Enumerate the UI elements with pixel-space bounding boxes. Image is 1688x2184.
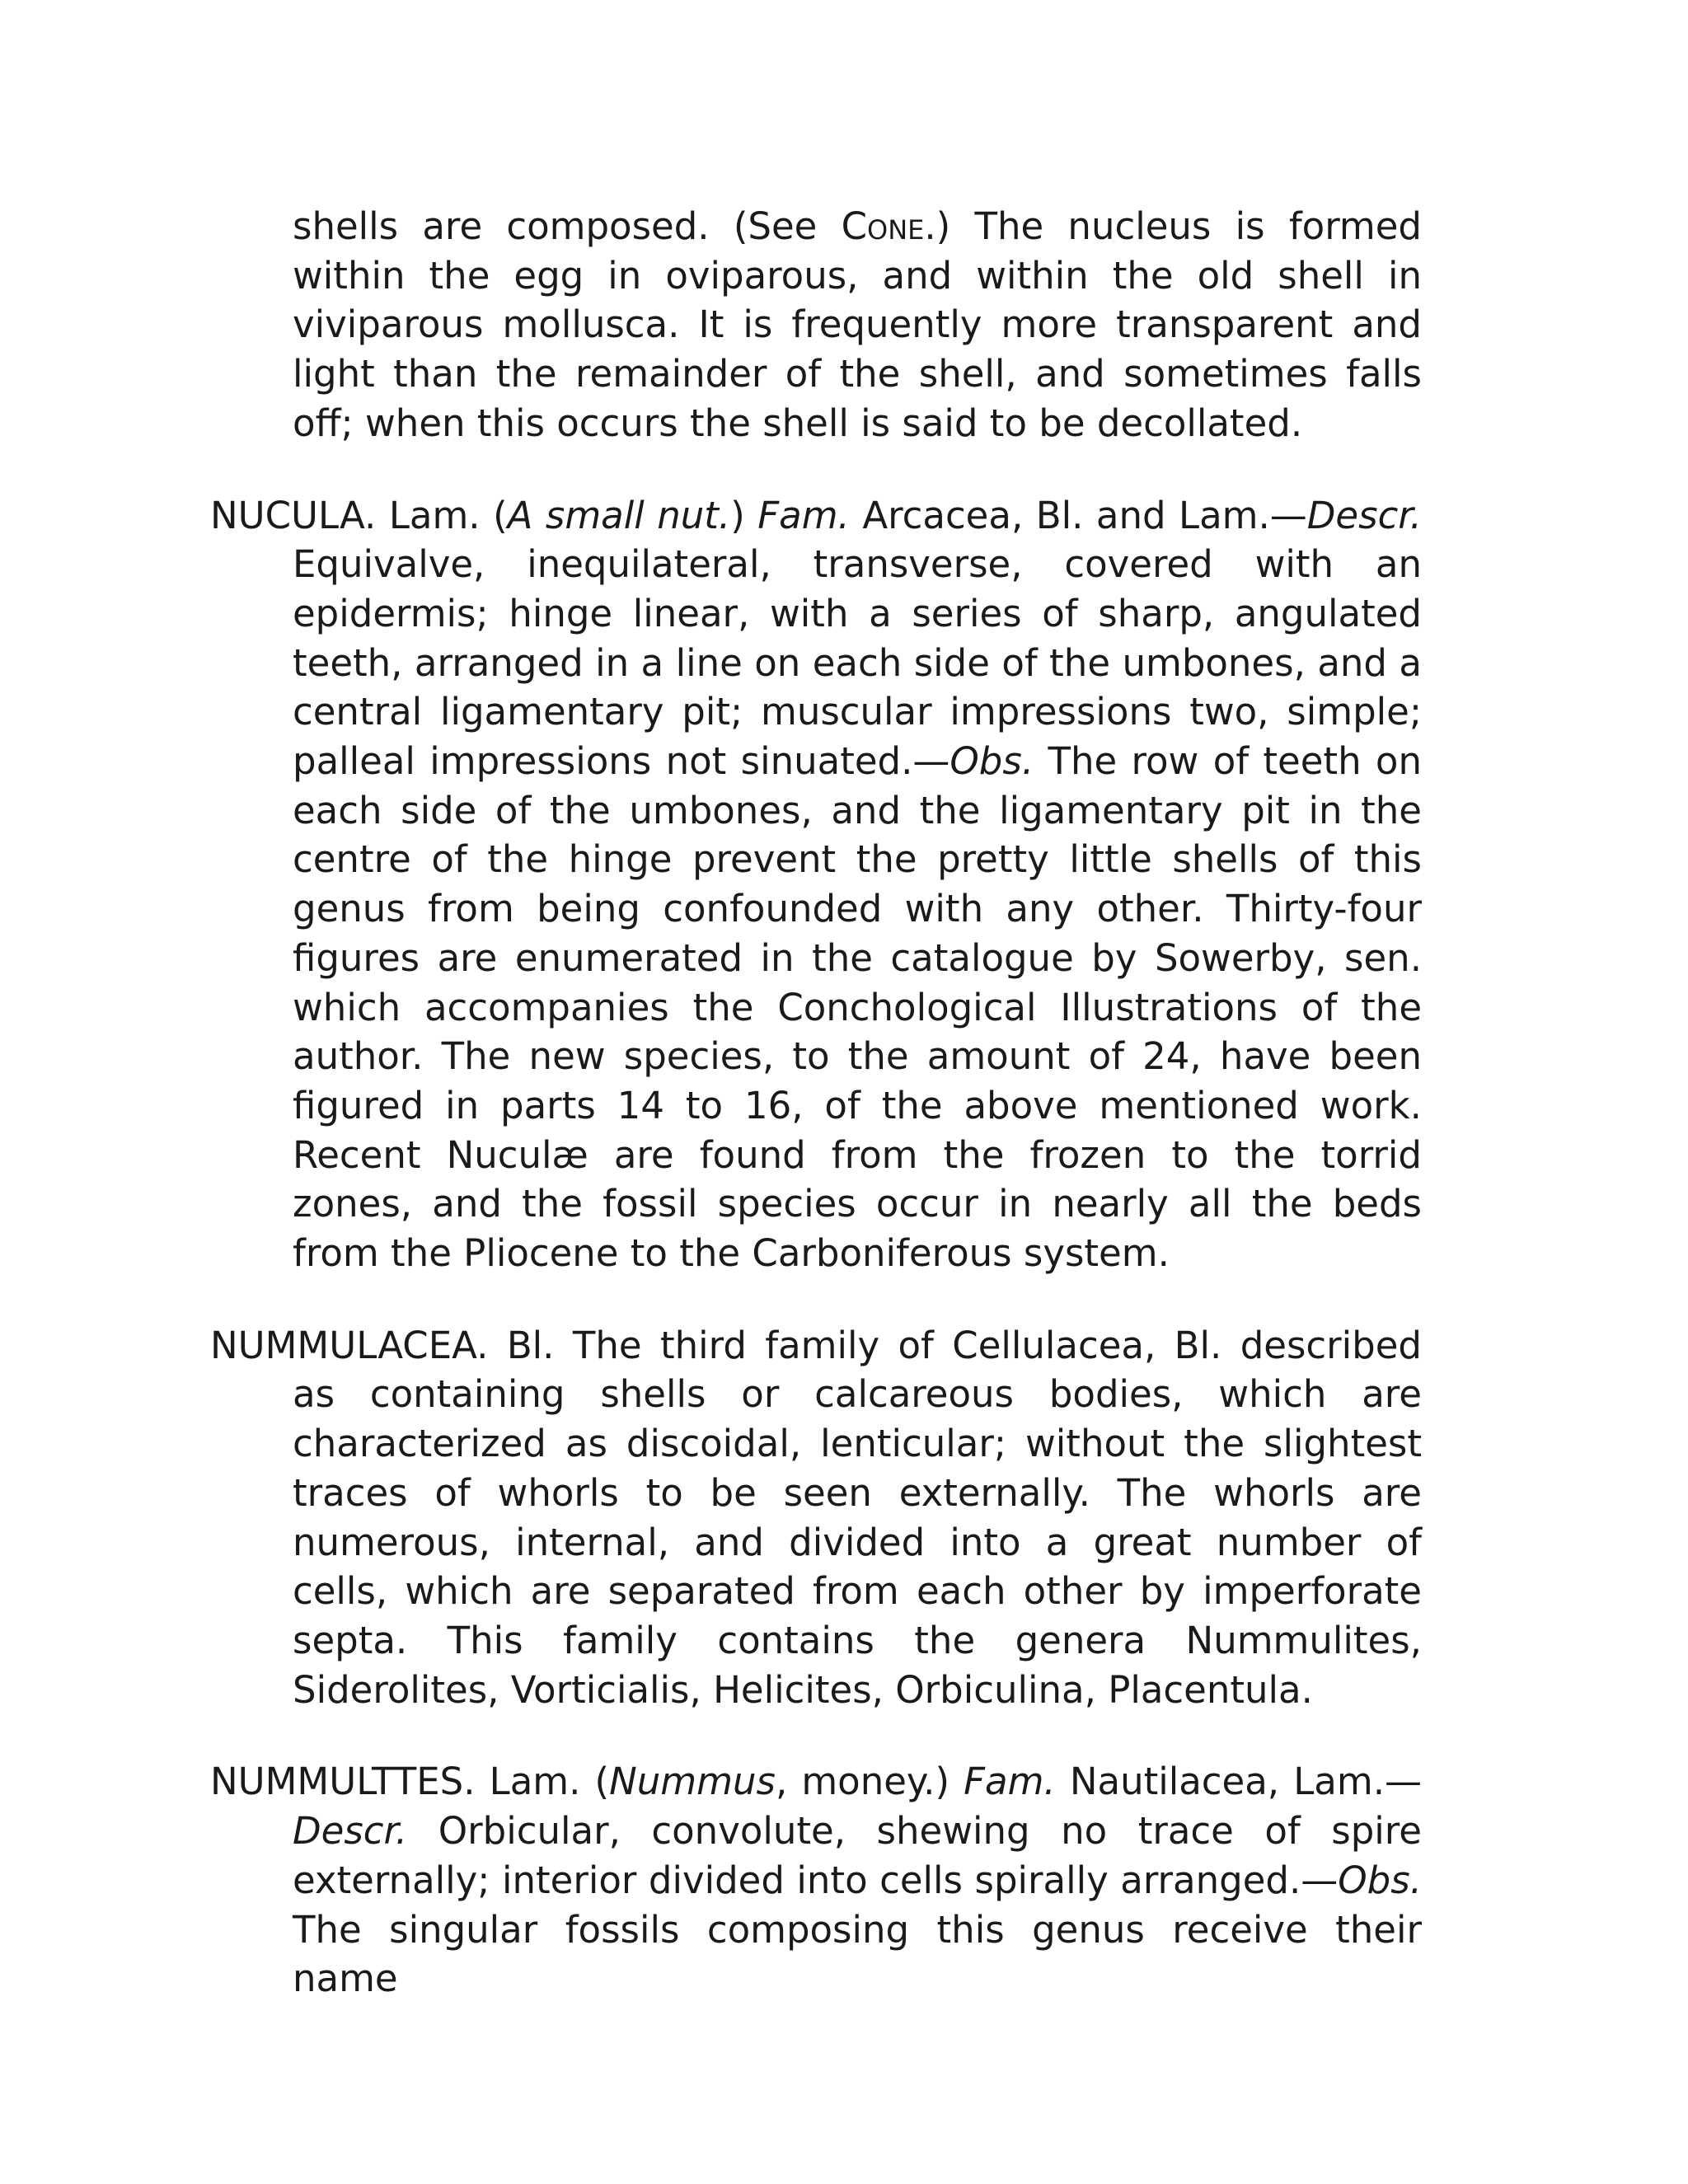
entry-text: Orbicular, convolute, shewing no trace of spire externally; interior divided into cells spirally arranged.—	[293, 1809, 1422, 1902]
page-text	[210, 202, 1422, 2046]
entry-text: , money.)	[775, 1760, 964, 1804]
entry-etymology: Nummus	[609, 1760, 776, 1804]
observation-label: Obs.	[1338, 1858, 1422, 1902]
entry-nummulacea: NUMMULACEA. Bl. The third family of Cellulacea, Bl. described as containing shells or calcareous bodies, which are characterized as discoidal, lenticular; without the slightest traces of whorls to be seen externally. The whorls are numerous, internal, and divided into a great number of cells, which are separated from each other by imperforate septa. This family contains the genera Nummulites, Siderolites, Vorticialis, Helicites, Orbiculina, Placentula.	[210, 1323, 1422, 1712]
entry-text: Equivalve, inequilateral, transverse, covered with an epidermis; hinge linear, with a series of sharp, angulated teeth, arranged in a line on each side of the umbones, and a central ligamentary pit; muscular impressions two, simple; palleal impressions not sinuated.—	[293, 542, 1422, 784]
entry-text: Nautilacea, Lam.—	[1055, 1760, 1423, 1804]
continuation-text: shells are composed. (See	[293, 204, 842, 248]
entry-nummulites	[210, 1757, 1422, 2004]
observation-label: Obs.	[950, 739, 1034, 784]
entry-text: The row of teeth on each side of the umbones, and the ligamentary pit in the centre of the hinge prevent the pretty little shells of this genus from being confounded with any other. Thirty-four figures are enumerated in the catalogue by Sowerby, sen. which accompanies the Conchological Illustrations of the author. The new species, to the amount of 24, have been figured in parts 14 to 16, of the above mentioned work. Recent Nuculæ are found from the frozen to the torrid zones, and the fossil species occur in nearly all the beds from the Pliocene to the Carboniferous system.	[293, 739, 1422, 1276]
entry-headword: NUCULA. Lam. (	[210, 493, 508, 537]
family-label: Fam.	[757, 493, 850, 537]
continuation-paragraph	[210, 202, 1422, 448]
continuation-text: .) The nucleus is formed within the egg in oviparous, and within the old shell in viviparous mollusca. It is frequently more transparent and light than the remainder of the shell, and sometimes falls off; when this occurs the shell is said to be decollated.	[293, 204, 1422, 445]
description-label: Descr.	[293, 1809, 408, 1854]
description-label: Descr.	[1306, 493, 1422, 537]
family-label: Fam.	[964, 1760, 1056, 1804]
entry-text: )	[730, 493, 758, 537]
entry-text: The singular fossils composing this genus receive their name	[293, 1907, 1422, 2001]
entry-nucula	[210, 491, 1422, 1278]
cross-reference-cone: Cone	[841, 204, 925, 248]
entry-etymology: A small nut.	[507, 493, 731, 537]
entry-text: Arcacea, Bl. and Lam.—	[849, 493, 1307, 537]
entry-headword: NUMMULTTES. Lam. (	[210, 1760, 610, 1804]
